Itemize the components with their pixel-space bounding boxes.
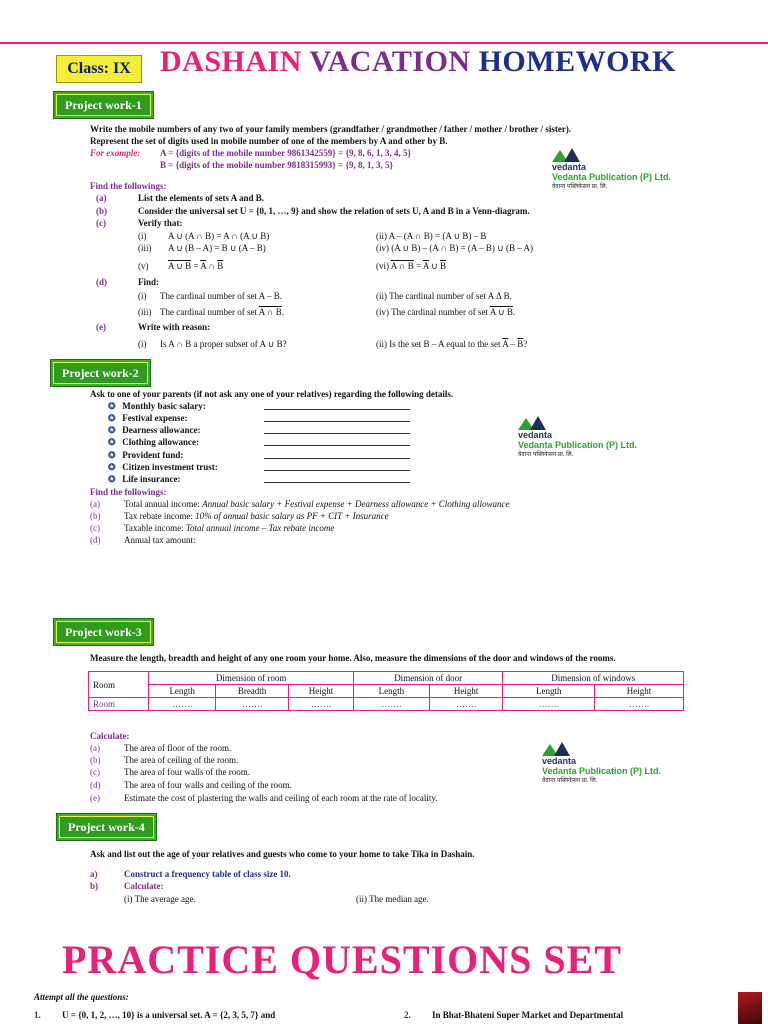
fill-line xyxy=(264,462,410,474)
pw4-intro: Ask and list out the age of your relatives and guests who come to your home to take Tika in Dashain. xyxy=(90,849,475,859)
vedanta-logo-3: vedanta Vedanta Publication (P) Ltd. वेदान्त पब्लिकेसन प्रा. लि. xyxy=(540,740,670,788)
pw4-a-label: a) xyxy=(90,869,98,879)
q1-number: 1. xyxy=(34,1010,41,1020)
q1-text: U = {0, 1, 2, …, 10} is a universal set. A = {2, 3, 5, 7} and xyxy=(62,1010,276,1020)
pw1-c-iii-text: A ∪ (B – A) = B ∪ (A – B) xyxy=(168,243,266,253)
pw4-ii-text: (ii) The median age. xyxy=(356,894,429,904)
pw2-item: ✪ Dearness allowance: xyxy=(108,425,201,435)
title-word-homework: HOMEWORK xyxy=(478,45,676,78)
pw2-find-label: Find the followings: xyxy=(90,487,167,497)
pw3-intro: Measure the length, breadth and height of any one room your home. Also, measure the dimensions of the door and windows of the rooms. xyxy=(90,653,616,663)
pw2-c-text: Taxable income: Total annual income – Tax rebate income xyxy=(124,523,335,533)
table-subheader: Length xyxy=(503,685,595,698)
project-work-2-badge: Project work-2 xyxy=(50,359,151,387)
pw3-e-text: Estimate the cost of plastering the walls and ceiling of each room at the rate of locality. xyxy=(124,793,438,803)
project-work-4-badge: Project work-4 xyxy=(56,813,157,841)
fill-line xyxy=(264,437,410,449)
table-header-dim-door: Dimension of door xyxy=(353,672,502,685)
pw2-c-label: (c) xyxy=(90,523,100,533)
pw1-find-label: Find the followings: xyxy=(90,181,167,191)
pw1-a-text: List the elements of sets A and B. xyxy=(138,193,264,203)
pw2-item: ✪ Monthly basic salary: xyxy=(108,401,206,411)
pw3-calc-label: Calculate: xyxy=(90,731,130,741)
pw3-a-text: The area of floor of the room. xyxy=(124,743,232,753)
pw2-a-label: (a) xyxy=(90,499,100,509)
class-badge: Class: IX xyxy=(56,55,142,83)
pw1-e-i-text: Is A ∩ B a proper subset of A ∪ B? xyxy=(160,339,287,349)
pw4-b-text: Calculate: xyxy=(124,881,164,891)
title-word-dashain: DASHAIN xyxy=(160,45,302,78)
pw1-e-text: Write with reason: xyxy=(138,322,211,332)
table-subheader: Length xyxy=(353,685,429,698)
table-subheader: Height xyxy=(429,685,503,698)
pw1-d-iii-label: (iii) xyxy=(138,307,152,317)
pw1-c-v-label: (v) xyxy=(138,261,149,271)
pw1-c-ii: (ii) A – (A ∩ B) = (A ∪ B) – B xyxy=(376,231,487,241)
fill-line xyxy=(264,450,410,462)
pw1-example-label: For example: xyxy=(90,148,141,158)
pw2-b-text: Tax rebate income: 10% of annual basic salary as PF + CIT + Insurance xyxy=(124,511,389,521)
pw1-e-ii-text: (ii) Is the set B – A equal to the set $\overline{A} - \overline{B}$? xyxy=(376,339,528,349)
pw3-e-label: (e) xyxy=(90,793,100,803)
table-header-room: Room xyxy=(89,672,149,698)
pw2-intro: Ask to one of your parents (if not ask any one of your relatives) regarding the following details. xyxy=(90,389,454,399)
pw1-c-iv: (iv) (A ∪ B) – (A ∩ B) = (A – B) ∪ (B – A) xyxy=(376,243,533,253)
pw1-a-label: (a) xyxy=(96,193,107,203)
q2-number: 2. xyxy=(404,1010,411,1020)
table-subheader: Breadth xyxy=(216,685,289,698)
pw1-d-ii: (ii) The cardinal number of set A Δ B. xyxy=(376,291,512,301)
room-dimension-table xyxy=(88,671,684,711)
table-subheader: Height xyxy=(288,685,353,698)
pw1-e-label: (e) xyxy=(96,322,106,332)
table-subheader: Length xyxy=(149,685,216,698)
project-work-3-badge: Project work-3 xyxy=(53,618,154,646)
q2-text: In Bhat-Bhateni Super Market and Departmental xyxy=(432,1010,624,1020)
pw4-a-text: Construct a frequency table of class size 10. xyxy=(124,869,291,879)
title-word-vacation: VACATION xyxy=(309,45,471,78)
pw1-d-iv-text: (iv) The cardinal number of set A ∪ B. xyxy=(376,307,516,317)
pw2-item: ✪ Life insurance: xyxy=(108,474,181,484)
table-header-dim-windows: Dimension of windows xyxy=(503,672,684,685)
pw1-d-label: (d) xyxy=(96,277,107,287)
vedanta-logo-2: vedanta Vedanta Publication (P) Ltd. वेदान्त पब्लिकेसन प्रा. लि. xyxy=(516,414,646,462)
page-title xyxy=(160,45,676,79)
pw1-c-text: Verify that: xyxy=(138,218,183,228)
vedanta-logo-1: vedanta Vedanta Publication (P) Ltd. वेदान्त पब्लिकेसन प्रा. लि. xyxy=(550,146,680,194)
pw1-b-text: Consider the universal set U = {0, 1, …, 9} and show the relation of sets U, A and B in a Venn-diagram. xyxy=(138,206,530,216)
table-row: Room ……. ……. ……. ……. ……. ……. ……. xyxy=(89,698,684,711)
pw1-d-text: Find: xyxy=(138,277,160,287)
pw1-c-i-text: A ∪ (A ∩ B) = A ∩ (A ∪ B) xyxy=(168,231,270,241)
pw1-e-i-label: (i) xyxy=(138,339,147,349)
pw1-example-b: B = {digits of the mobile number 9818315993} = {9, 8, 1, 3, 5} xyxy=(160,160,394,170)
pw1-d-i-label: (i) xyxy=(138,291,147,301)
pw1-intro-2: Represent the set of digits used in mobile number of one of the members by A and other by B. xyxy=(90,136,448,146)
pw1-b-label: (b) xyxy=(96,206,107,216)
pw2-item: ✪ Provident fund: xyxy=(108,450,184,460)
pw1-intro-1: Write the mobile numbers of any two of your family members (grandfather / grandmother / father / mother / brother / sister). xyxy=(90,124,572,134)
fill-line xyxy=(264,425,410,437)
pw3-c-label: (c) xyxy=(90,767,100,777)
pw3-b-text: The area of ceiling of the room. xyxy=(124,755,239,765)
pw1-c-v-expr: A ∪ $B = \overline{A}$ ∩ $\overline{B}$ xyxy=(168,261,224,271)
pw2-d-text: Annual tax amount: xyxy=(124,535,196,545)
pw3-d-text: The area of four walls and ceiling of the room. xyxy=(124,780,292,790)
fill-line xyxy=(264,401,410,413)
table-header-dim-room: Dimension of room xyxy=(149,672,354,685)
pw2-b-label: (b) xyxy=(90,511,101,521)
pw1-c-vi-expr: (vi) A ∩ $B = \overline{A}$ ∪ $\overline{B}$ xyxy=(376,261,446,271)
practice-title: PRACTICE QUESTIONS SET xyxy=(62,937,622,982)
pw4-i-text: (i) The average age. xyxy=(124,894,196,904)
pw3-d-label: (d) xyxy=(90,780,101,790)
fill-line xyxy=(264,413,410,425)
pw2-item: ✪ Citizen investment trust: xyxy=(108,462,218,472)
pw2-item: ✪ Festival expense: xyxy=(108,413,188,423)
pw1-c-iii-label: (iii) xyxy=(138,243,152,253)
pw3-c-text: The area of four walls of the room. xyxy=(124,767,250,777)
pw1-c-label: (c) xyxy=(96,218,106,228)
pw4-b-label: b) xyxy=(90,881,99,891)
project-work-1-badge: Project work-1 xyxy=(53,91,154,119)
practice-attempt: Attempt all the questions: xyxy=(34,992,129,1002)
pw2-a-text: Total annual income: Annual basic salary + Festival expense + Dearness allowance + Clothing allowance xyxy=(124,499,510,509)
pw3-b-label: (b) xyxy=(90,755,101,765)
pw3-a-label: (a) xyxy=(90,743,100,753)
top-divider xyxy=(0,42,768,44)
pw1-d-iii-text: The cardinal number of set A ∩ B. xyxy=(160,307,284,317)
pw2-item: ✪ Clothing allowance: xyxy=(108,437,200,447)
fill-line xyxy=(264,474,410,486)
table-subheader: Height xyxy=(594,685,683,698)
pw2-d-label: (d) xyxy=(90,535,101,545)
pw1-c-i-label: (i) xyxy=(138,231,147,241)
pw1-example-a: A = {digits of the mobile number 9861342559} = {9, 8, 6, 1, 3, 4, 5} xyxy=(160,148,412,158)
bookmark-image xyxy=(738,992,762,1024)
pw1-d-i-text: The cardinal number of set A – B. xyxy=(160,291,282,301)
